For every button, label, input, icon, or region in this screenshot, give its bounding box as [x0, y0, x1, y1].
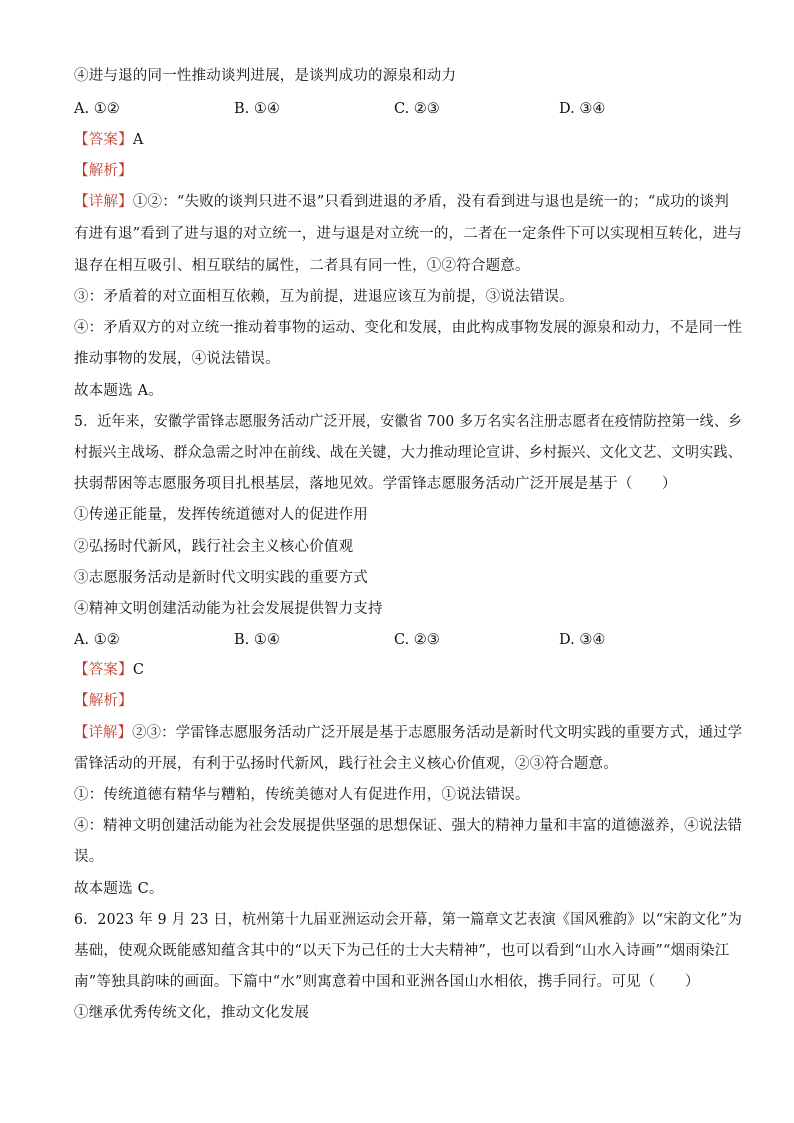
q5-detail-line-1: 【详解】②③：学雷锋志愿服务活动广泛开展是基于志愿服务活动是新时代文明实践的重要方式，通过学 — [74, 725, 743, 741]
q5-option-c: C. ②③ — [394, 632, 440, 648]
q4-option-d: D. ③④ — [559, 101, 606, 117]
q6-stem-line-3: 南”等独具韵味的画面。下篇中“水”则寓意着中国和亚洲各国山水相依，携手同行。可见（ ） — [74, 974, 700, 990]
q5-statement-1: ①传递正能量，发挥传统道德对人的促进作用 — [74, 507, 368, 523]
detail-tag: 【详解】 — [74, 194, 133, 210]
q4-conclusion: 故本题选 A。 — [74, 383, 163, 399]
q5-analysis-heading: 【解析】 — [74, 693, 133, 709]
q4-explanation-4b: 推动事物的发展，④说法错误。 — [74, 351, 280, 367]
answer-value: C — [132, 662, 145, 678]
q4-detail-line-3: 退存在相互吸引、相互联结的属性，二者具有同一性，①②符合题意。 — [74, 258, 530, 274]
q4-option-c: C. ②③ — [394, 101, 440, 117]
q5-detail-line-2: 雷锋活动的开展，有利于弘扬时代新风，践行社会主义核心价值观，②③符合题意。 — [74, 756, 618, 772]
answer-tag: 【答案】 — [74, 132, 133, 148]
q4-option-statement-4: ④进与退的同一性推动谈判进展，是谈判成功的源泉和动力 — [74, 68, 457, 84]
q4-explanation-4a: ④：矛盾双方的对立统一推动着事物的运动、变化和发展，由此构成事物发展的源泉和动力，不是同一性 — [74, 320, 743, 336]
q5-stem-line-3: 扶弱帮困等志愿服务项目扎根基层，落地见效。学雷锋志愿服务活动广泛开展是基于（ ） — [74, 476, 677, 492]
q4-detail-line-2: 有进有退”看到了进与退的对立统一，进与退是对立统一的，二者在一定条件下可以实现相互转化，进与 — [74, 226, 743, 242]
q5-statement-3: ③志愿服务活动是新时代文明实践的重要方式 — [74, 570, 368, 586]
q4-option-b: B. ①④ — [234, 101, 280, 117]
q5-statement-2: ②弘扬时代新风，践行社会主义核心价值观 — [74, 539, 354, 555]
q4-detail-line-1: 【详解】①②：“失败的谈判只进不退”只看到进退的矛盾，没有看到进与退也是统一的；“成功的谈判 — [74, 194, 729, 210]
q5-option-b: B. ①④ — [234, 632, 280, 648]
q5-answer — [74, 660, 144, 680]
q5-explanation-4a: ④：精神文明创建活动能为社会发展提供坚强的思想保证、强大的精神力量和丰富的道德滋养，④说法错 — [74, 818, 743, 834]
q5-explanation-1: ①：传统道德有精华与糟粕，传统美德对人有促进作用，①说法错误。 — [74, 787, 530, 803]
answer-tag: 【答案】 — [74, 662, 133, 678]
q4-explanation-3: ③：矛盾着的对立面相互依赖，互为前提，进退应该互为前提，③说法错误。 — [74, 289, 574, 305]
q5-statement-4: ④精神文明创建活动能为社会发展提供智力支持 — [74, 601, 383, 617]
q6-stem-line-1: 6．2023 年 9 月 23 日，杭州第十九届亚洲运动会开幕，第一篇章文艺表演《国风雅韵》以“宋韵文化”为 — [74, 912, 742, 928]
q4-analysis-heading: 【解析】 — [74, 163, 133, 179]
q5-stem-line-2: 村振兴主战场、群众急需之时冲在前线、战在关键，大力推动理论宣讲、乡村振兴、文化文艺、文明实践、 — [74, 445, 742, 461]
q4-option-a: A. ①② — [74, 101, 120, 117]
q5-option-a: A. ①② — [74, 632, 120, 648]
q5-stem-line-1: 5．近年来，安徽学雷锋志愿服务活动广泛开展，安徽省 700 多万名实名注册志愿者在疫情防控第一线、乡 — [74, 414, 743, 430]
q5-option-d: D. ③④ — [559, 632, 606, 648]
q4-answer — [74, 130, 143, 150]
answer-value: A — [132, 132, 144, 148]
q5-conclusion: 故本题选 C。 — [74, 881, 164, 897]
q6-stem-line-2: 基础，使观众既能感知蕴含其中的“以天下为己任的士大夫精神”，也可以看到“山水入诗画”“烟雨染江 — [74, 943, 730, 959]
q6-statement-1: ①继承优秀传统文化，推动文化发展 — [74, 1005, 310, 1021]
detail-tag: 【详解】 — [74, 725, 133, 741]
q5-explanation-4b: 误。 — [74, 849, 104, 865]
